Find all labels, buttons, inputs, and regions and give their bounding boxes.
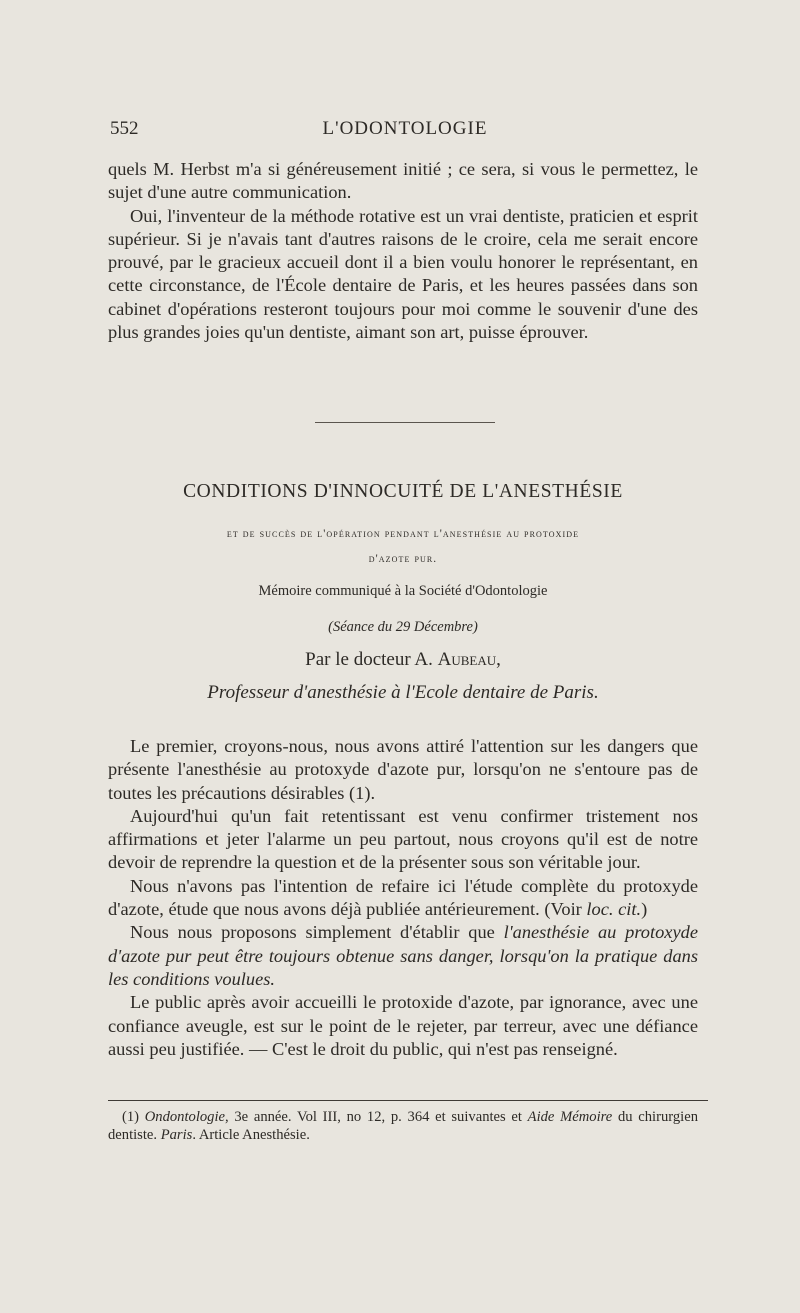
footnote-place: Paris [160,1127,193,1143]
footnote-aide-memoire: Aide Mémoire [527,1109,613,1125]
author-line [108,649,698,671]
footnote-rule [108,1100,708,1101]
intro-paragraph-2: Oui, l'inventeur de la méthode rotative est un vrai dentiste, praticien et esprit supérieur. Si je n'avais tant d'autres raisons de le croire, cela me serait encore prouvé, par le gracieux accueil dont il a bien voulu honorer le représentant, en cette circonstance, de l'École dentaire de Paris, et les heures passées dans son cabinet d'opérations resteront toujours pour moi comme le souvenir d'une des plus grandes joies qu'un dentiste, aimant son art, puisse éprouver. [108,205,698,343]
intro-text [108,158,698,344]
footnote-text-a: , 3e année. Vol III, no 12, p. 364 et suivantes et [225,1109,528,1125]
p3-text-b: ) [641,899,648,920]
intro-paragraph-1: quels M. Herbst m'a si généreusement initié ; ce sera, si vous le permettez, le sujet d'une autre communication. [108,159,698,203]
body-paragraph-4 [108,921,698,991]
subtitle-line-1: et de succès de l'opération pendant l'anesthésie au protoxide [226,528,580,540]
p3-reference: loc. cit. [586,899,642,920]
body-paragraph-2: Aujourd'hui qu'un fait retentissant est venu confirmer tristement nos affirmations et jeter l'alarme un peu partout, nous croyons qu'il est de notre devoir de reprendre la question et de la présenter sous son véritable jour. [108,805,698,873]
footnote-text-b: du chirurgien dentiste. [108,1109,698,1143]
memoire-note: Mémoire communiqué à la Société d'Odontologie [258,583,548,599]
page-header [110,118,700,144]
footnote-marker: (1) [122,1109,145,1125]
author-affiliation: Professeur d'anesthésie à l'Ecole dentaire de Paris. [207,682,599,703]
article-body [108,735,698,1061]
footnote-journal: Ondontologie [144,1109,225,1125]
p4-italic-thesis: l'anesthésie au protoxyde d'azote pur peut être toujours obtenue sans danger, lorsqu'on la pratique dans les conditions voulues. [108,922,698,989]
body-paragraph-5: Le public après avoir accueilli le protoxide d'azote, par ignorance, avec une confiance aveugle, est sur le point de le rejeter, par terreur, avec une défiance aussi peu justifiée. — C'est le droit du public, qui n'est pas renseigné. [108,992,698,1059]
footnote-text-c: . Article Anesthésie. [192,1127,310,1143]
p4-text-a: Nous nous proposons simplement d'établir que [130,922,504,943]
footnote [108,1108,698,1144]
running-title: L'ODONTOLOGIE [322,118,488,139]
subtitle-line-2: d'azote pur. [368,553,438,565]
p3-text-a: Nous n'avons pas l'intention de refaire ici l'étude complète du protoxyde d'azote, étude que nous avons déjà publiée antérieurement. (Voir [108,875,698,920]
author-prefix: Par le docteur A. [305,649,438,670]
section-divider [315,422,495,423]
article-subtitle [108,522,698,572]
footnote-text [108,1108,698,1144]
body-paragraph-1: Le premier, croyons-nous, nous avons attiré l'attention sur les dangers que présente l'anesthésie au protoxyde d'azote pur, lorsqu'on ne s'entoure pas de toutes les précautions désirables (1). [108,736,698,803]
author-name: Aubeau, [437,649,501,670]
seance-date: (Séance du 29 Décembre) [328,619,478,635]
page-number: 552 [110,118,139,139]
body-paragraph-3 [108,875,698,922]
article-title: CONDITIONS D'INNOCUITÉ DE L'ANESTHÉSIE [183,481,623,502]
